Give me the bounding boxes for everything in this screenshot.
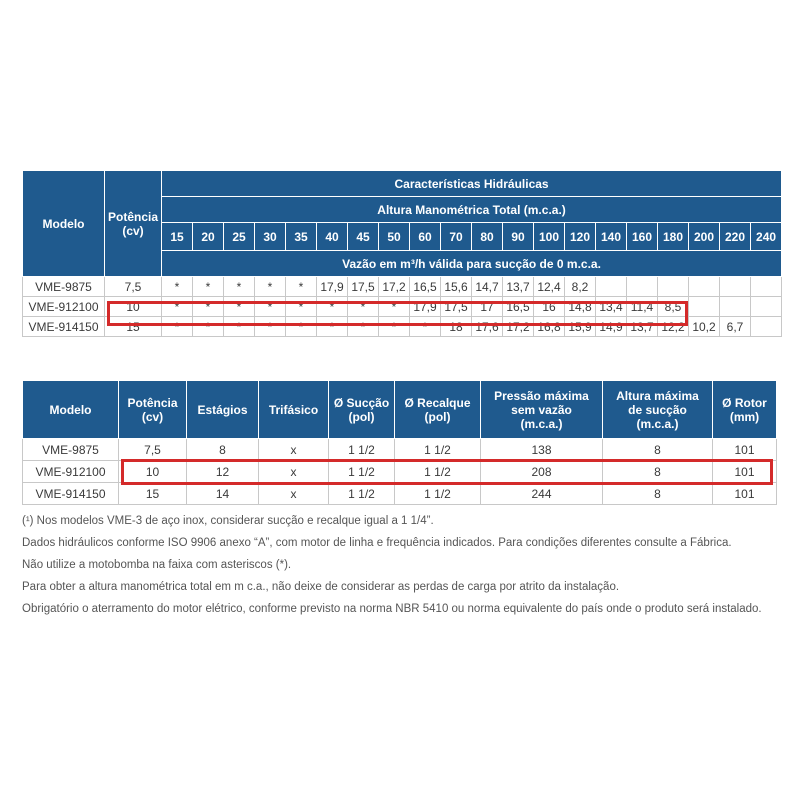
spec-estagios: 8 <box>187 439 259 461</box>
spec-trifasico-header: Trifásico <box>259 381 329 439</box>
flow-value: * <box>224 277 255 297</box>
row-modelo: VME-914150 <box>23 317 105 337</box>
flow-value: * <box>193 277 224 297</box>
spec-estagios: 12 <box>187 461 259 483</box>
flow-value: 17,5 <box>348 277 379 297</box>
flow-value: 14,8 <box>565 297 596 317</box>
height-header: 30 <box>255 223 286 251</box>
flow-value <box>751 317 782 337</box>
spec-potencia-header: Potência (cv) <box>119 381 187 439</box>
flow-value <box>751 277 782 297</box>
spec-trifasico: x <box>259 461 329 483</box>
table-row <box>23 317 782 337</box>
spec-altura: 8 <box>603 483 713 505</box>
note-5: Obrigatório o aterramento do motor elétrico, conforme previsto na norma NBR 5410 ou norma equivalente do país onde o produto será instalado. <box>22 603 762 615</box>
flow-value: 13,7 <box>503 277 534 297</box>
flow-value: * <box>162 317 193 337</box>
row-potencia: 15 <box>105 317 162 337</box>
pump-specs-table <box>22 380 777 505</box>
spec-altura-header: Altura máxima de sucção (m.c.a.) <box>603 381 713 439</box>
spec-potencia: 15 <box>119 483 187 505</box>
height-header: 70 <box>441 223 472 251</box>
flow-value: * <box>286 317 317 337</box>
flow-value: 17,2 <box>503 317 534 337</box>
spec-pressao: 138 <box>481 439 603 461</box>
flow-value: * <box>317 317 348 337</box>
spec-modelo-header: Modelo <box>23 381 119 439</box>
spec-potencia: 10 <box>119 461 187 483</box>
spec-recalque: 1 1/2 <box>395 461 481 483</box>
flow-value <box>658 277 689 297</box>
flow-value: * <box>286 277 317 297</box>
table-row <box>23 439 777 461</box>
flow-value: * <box>410 317 441 337</box>
flow-value <box>720 297 751 317</box>
flow-value: 8,5 <box>658 297 689 317</box>
height-header: 180 <box>658 223 689 251</box>
flow-value: 14,7 <box>472 277 503 297</box>
height-header: 25 <box>224 223 255 251</box>
height-header: 160 <box>627 223 658 251</box>
flow-value: 14,9 <box>596 317 627 337</box>
spec-trifasico: x <box>259 439 329 461</box>
row-modelo: VME-912100 <box>23 297 105 317</box>
height-header: 60 <box>410 223 441 251</box>
flow-value: 17,6 <box>472 317 503 337</box>
spec-modelo: VME-9875 <box>23 439 119 461</box>
table-row <box>23 483 777 505</box>
row-potencia: 10 <box>105 297 162 317</box>
height-header: 240 <box>751 223 782 251</box>
height-header: 45 <box>348 223 379 251</box>
flow-value <box>689 277 720 297</box>
flow-value: * <box>162 277 193 297</box>
flow-value: * <box>255 317 286 337</box>
row-modelo: VME-9875 <box>23 277 105 297</box>
height-header: 50 <box>379 223 410 251</box>
flow-value: * <box>348 317 379 337</box>
height-header: 220 <box>720 223 751 251</box>
col-modelo-header: Modelo <box>23 171 105 277</box>
flow-value: * <box>193 317 224 337</box>
spec-rotor-header: Ø Rotor (mm) <box>713 381 777 439</box>
flow-value <box>596 277 627 297</box>
spec-altura: 8 <box>603 439 713 461</box>
vazao-header: Vazão em m³/h válida para sucção de 0 m.c.a. <box>162 251 782 277</box>
flow-value: * <box>348 297 379 317</box>
flow-value <box>751 297 782 317</box>
height-header: 20 <box>193 223 224 251</box>
spec-potencia: 7,5 <box>119 439 187 461</box>
flow-value: 17,9 <box>317 277 348 297</box>
flow-value: 17,5 <box>441 297 472 317</box>
flow-value: * <box>255 277 286 297</box>
flow-value: 10,2 <box>689 317 720 337</box>
flow-value: 11,4 <box>627 297 658 317</box>
flow-value: 12,4 <box>534 277 565 297</box>
caracteristicas-header: Características Hidráulicas <box>162 171 782 197</box>
spec-rotor: 101 <box>713 483 777 505</box>
flow-value: 17,9 <box>410 297 441 317</box>
note-1: (¹) Nos modelos VME-3 de aço inox, considerar sucção e recalque igual a 1 1/4”. <box>22 515 434 527</box>
spec-succao: 1 1/2 <box>329 439 395 461</box>
flow-value: * <box>255 297 286 317</box>
spec-estagios-header: Estágios <box>187 381 259 439</box>
spec-pressao-header: Pressão máxima sem vazão (m.c.a.) <box>481 381 603 439</box>
height-header: 80 <box>472 223 503 251</box>
spec-estagios: 14 <box>187 483 259 505</box>
note-2: Dados hidráulicos conforme ISO 9906 anexo “A”, com motor de linha e frequência indicados. Para condições diferentes consulte a Fábrica. <box>22 537 732 549</box>
flow-value: 12,2 <box>658 317 689 337</box>
flow-value: * <box>379 317 410 337</box>
spec-succao: 1 1/2 <box>329 483 395 505</box>
spec-recalque-header: Ø Recalque (pol) <box>395 381 481 439</box>
height-header: 120 <box>565 223 596 251</box>
flow-value <box>689 297 720 317</box>
spec-rotor: 101 <box>713 461 777 483</box>
flow-value: * <box>224 317 255 337</box>
height-header: 200 <box>689 223 720 251</box>
flow-value: 13,7 <box>627 317 658 337</box>
height-header: 90 <box>503 223 534 251</box>
note-4: Para obter a altura manométrica total em m c.a., não deixe de considerar as perdas de carga por atrito da instalação. <box>22 581 620 593</box>
spec-pressao: 208 <box>481 461 603 483</box>
altura-manometrica-header: Altura Manométrica Total (m.c.a.) <box>162 197 782 223</box>
flow-value: * <box>224 297 255 317</box>
flow-value: 17,2 <box>379 277 410 297</box>
height-header: 40 <box>317 223 348 251</box>
spec-altura: 8 <box>603 461 713 483</box>
flow-value: * <box>162 297 193 317</box>
flow-value: 17 <box>472 297 503 317</box>
spec-rotor: 101 <box>713 439 777 461</box>
flow-value: 6,7 <box>720 317 751 337</box>
flow-value: 16,5 <box>410 277 441 297</box>
table-row <box>23 461 777 483</box>
spec-recalque: 1 1/2 <box>395 483 481 505</box>
flow-value: 16 <box>534 297 565 317</box>
height-header: 15 <box>162 223 193 251</box>
flow-value: * <box>286 297 317 317</box>
flow-value: 18 <box>441 317 472 337</box>
note-3: Não utilize a motobomba na faixa com asteriscos (*). <box>22 559 292 571</box>
flow-value: * <box>379 297 410 317</box>
flow-value: 15,9 <box>565 317 596 337</box>
spec-modelo: VME-914150 <box>23 483 119 505</box>
flow-value: 16,5 <box>503 297 534 317</box>
table-row <box>23 297 782 317</box>
row-potencia: 7,5 <box>105 277 162 297</box>
flow-value: * <box>317 297 348 317</box>
spec-succao: 1 1/2 <box>329 461 395 483</box>
spec-trifasico: x <box>259 483 329 505</box>
footnotes <box>22 514 792 624</box>
spec-recalque: 1 1/2 <box>395 439 481 461</box>
flow-value: 15,6 <box>441 277 472 297</box>
flow-value <box>627 277 658 297</box>
table-row <box>23 277 782 297</box>
spec-pressao: 244 <box>481 483 603 505</box>
height-header: 140 <box>596 223 627 251</box>
col-potencia-header: Potência (cv) <box>105 171 162 277</box>
flow-value: * <box>193 297 224 317</box>
spec-succao-header: Ø Sucção (pol) <box>329 381 395 439</box>
spec-modelo: VME-912100 <box>23 461 119 483</box>
flow-value: 13,4 <box>596 297 627 317</box>
height-header: 100 <box>534 223 565 251</box>
height-header: 35 <box>286 223 317 251</box>
flow-value: 16,8 <box>534 317 565 337</box>
flow-value: 8,2 <box>565 277 596 297</box>
flow-value <box>720 277 751 297</box>
hydraulic-characteristics-table <box>22 170 782 337</box>
